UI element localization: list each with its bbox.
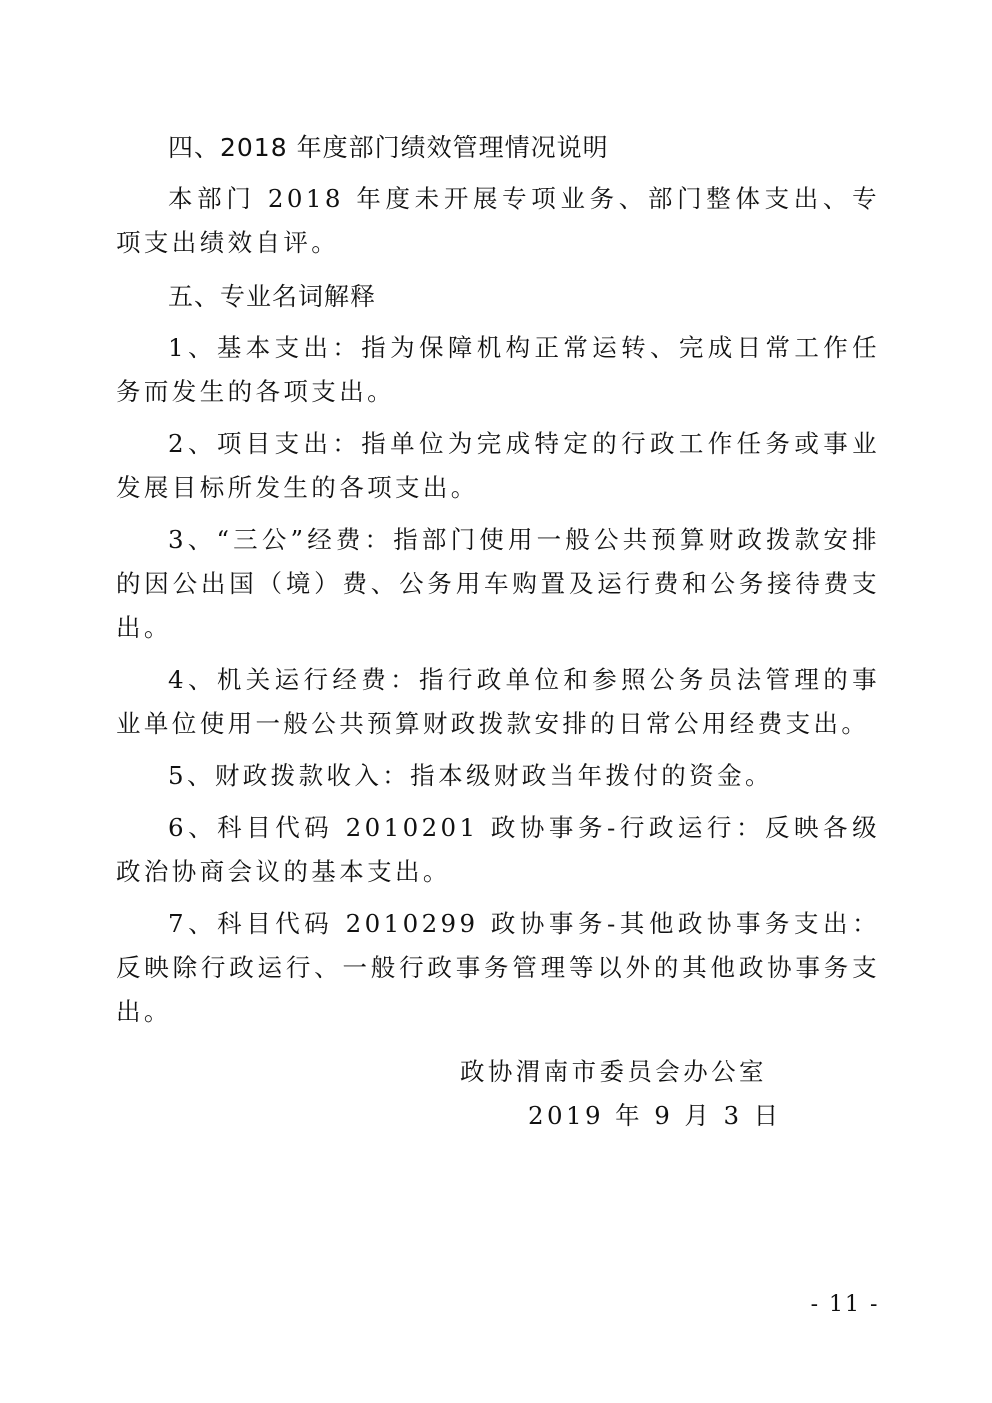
term-definition-6: 6、科目代码 2010201 政协事务-行政运行：反映各级政治协商会议的基本支出。: [116, 813, 880, 886]
section-5-heading: 五、专业名词解释: [168, 282, 377, 311]
term-definition-3: 3、“三公”经费：指部门使用一般公共预算财政拨款安排的因公出国（境）费、公务用车购置及运行费和公务接待费支出。: [116, 525, 880, 642]
section-4-body: 本部门 2018 年度未开展专项业务、部门整体支出、专项支出绩效自评。: [116, 184, 880, 257]
page-number: - 11 -: [810, 1292, 880, 1317]
signature-block: [460, 1050, 790, 1138]
section-4-heading: 四、2018 年度部门绩效管理情况说明: [168, 133, 609, 162]
term-definition-7: 7、科目代码 2010299 政协事务-其他政协事务支出：反映除行政运行、一般行政事务管理等以外的其他政协事务支出。: [116, 909, 880, 1026]
document-body: [116, 128, 880, 1042]
signature-date: 2019 年 9 月 3 日: [528, 1101, 782, 1130]
term-definition-2: 2、项目支出：指单位为完成特定的行政工作任务或事业发展目标所发生的各项支出。: [116, 429, 880, 502]
signature-organization: 政协渭南市委员会办公室: [460, 1057, 767, 1086]
term-definition-1: 1、基本支出：指为保障机构正常运转、完成日常工作任务而发生的各项支出。: [116, 333, 880, 406]
term-definition-5: 5、财政拨款收入：指本级财政当年拨付的资金。: [168, 761, 773, 790]
term-definition-4: 4、机关运行经费：指行政单位和参照公务员法管理的事业单位使用一般公共预算财政拨款安排的日常公用经费支出。: [116, 665, 880, 738]
